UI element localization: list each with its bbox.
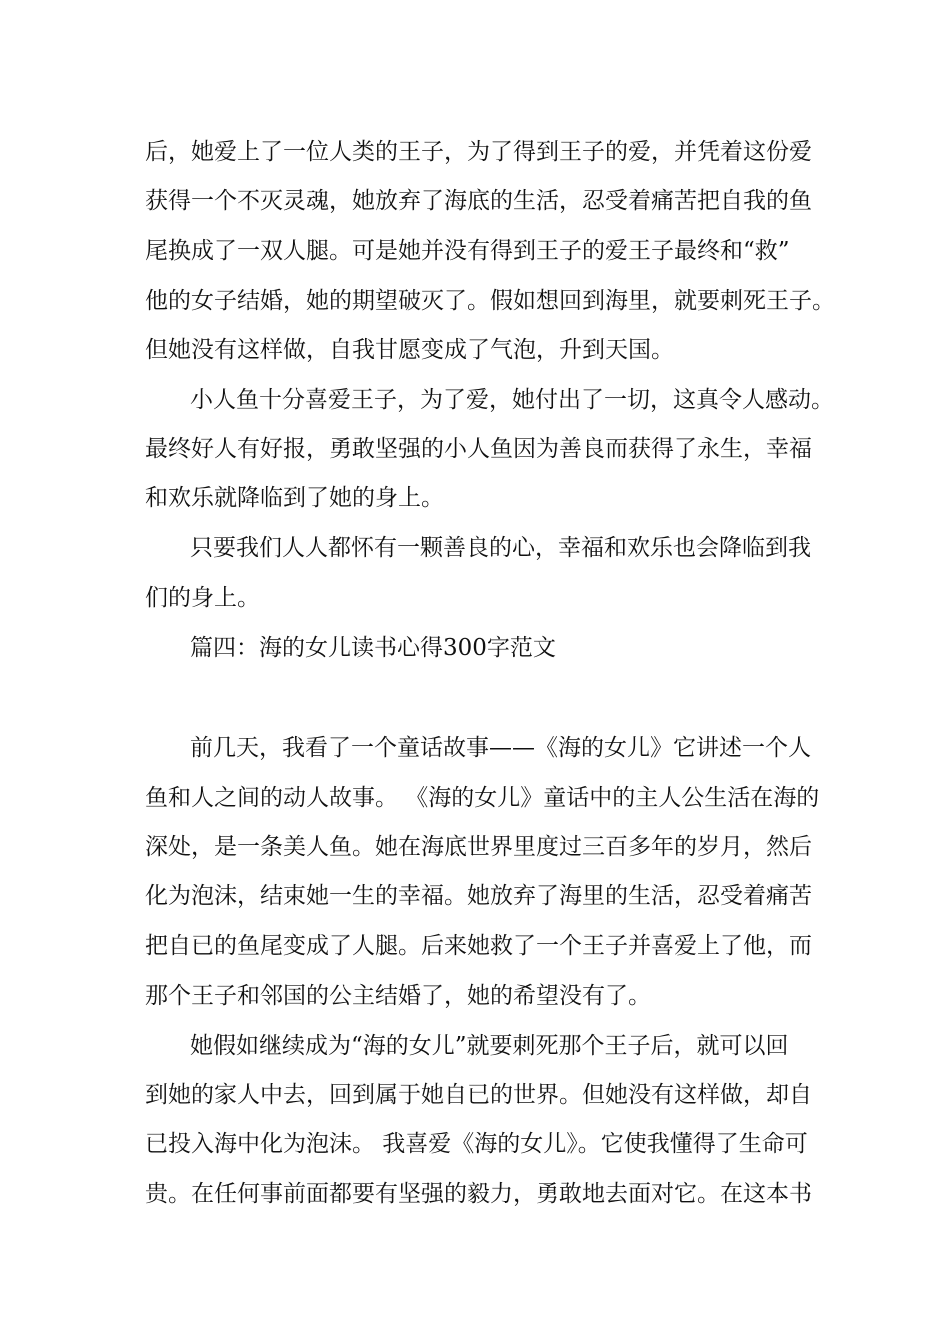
text-line: 他的女子结婚，她的期望破灭了。假如想回到海里，就要刺死王子。 xyxy=(145,288,835,314)
section-heading: 篇四：海的女儿读书心得300字范文 xyxy=(190,635,556,661)
text-line: 小人鱼十分喜爱王子，为了爱，她付出了一切，这真令人感动。 xyxy=(190,387,834,413)
text-line: 那个王子和邻国的公主结婚了，她的希望没有了。 xyxy=(145,983,651,1009)
text-line: 最终好人有好报，勇敢坚强的小人鱼因为善良而获得了永生，幸福 xyxy=(145,436,812,462)
text-line: 已投入海中化为泡沫。 我喜爱《海的女儿》。它使我懂得了生命可 xyxy=(145,1131,808,1157)
text-line: 只要我们人人都怀有一颗善良的心，幸福和欢乐也会降临到我 xyxy=(190,535,811,561)
text-line: 前几天，我看了一个童话故事——《海的女儿》它讲述一个人 xyxy=(190,735,811,761)
text-line: 后，她爱上了一位人类的王子，为了得到王子的爱，并凭着这份爱 xyxy=(145,139,812,165)
text-line: 把自已的鱼尾变成了人腿。后来她救了一个王子并喜爱上了他，而 xyxy=(145,933,812,959)
text-line: 获得一个不灭灵魂，她放弃了海底的生活，忍受着痛苦把自我的鱼 xyxy=(145,188,812,214)
text-line: 但她没有这样做，自我甘愿变成了气泡，升到天国。 xyxy=(145,337,674,363)
text-line: 贵。在任何事前面都要有坚强的毅力，勇敢地去面对它。在这本书 xyxy=(145,1181,812,1207)
text-line: 和欢乐就降临到了她的身上。 xyxy=(145,485,444,511)
text-line: 深处，是一条美人鱼。她在海底世界里度过三百多年的岁月，然后 xyxy=(145,834,812,860)
text-line: 们的身上。 xyxy=(145,585,260,611)
text-line: 到她的家人中去，回到属于她自已的世界。但她没有这样做，却自 xyxy=(145,1082,812,1108)
text-line: 尾换成了一双人腿。可是她并没有得到王子的爱王子最终和“救” xyxy=(145,238,790,264)
text-line: 鱼和人之间的动人故事。 《海的女儿》童话中的主人公生活在海的 xyxy=(145,785,820,811)
text-line: 化为泡沫，结束她一生的幸福。她放弃了海里的生活，忍受着痛苦 xyxy=(145,883,812,909)
text-line: 她假如继续成为“海的女儿”就要刺死那个王子后，就可以回 xyxy=(190,1033,789,1059)
